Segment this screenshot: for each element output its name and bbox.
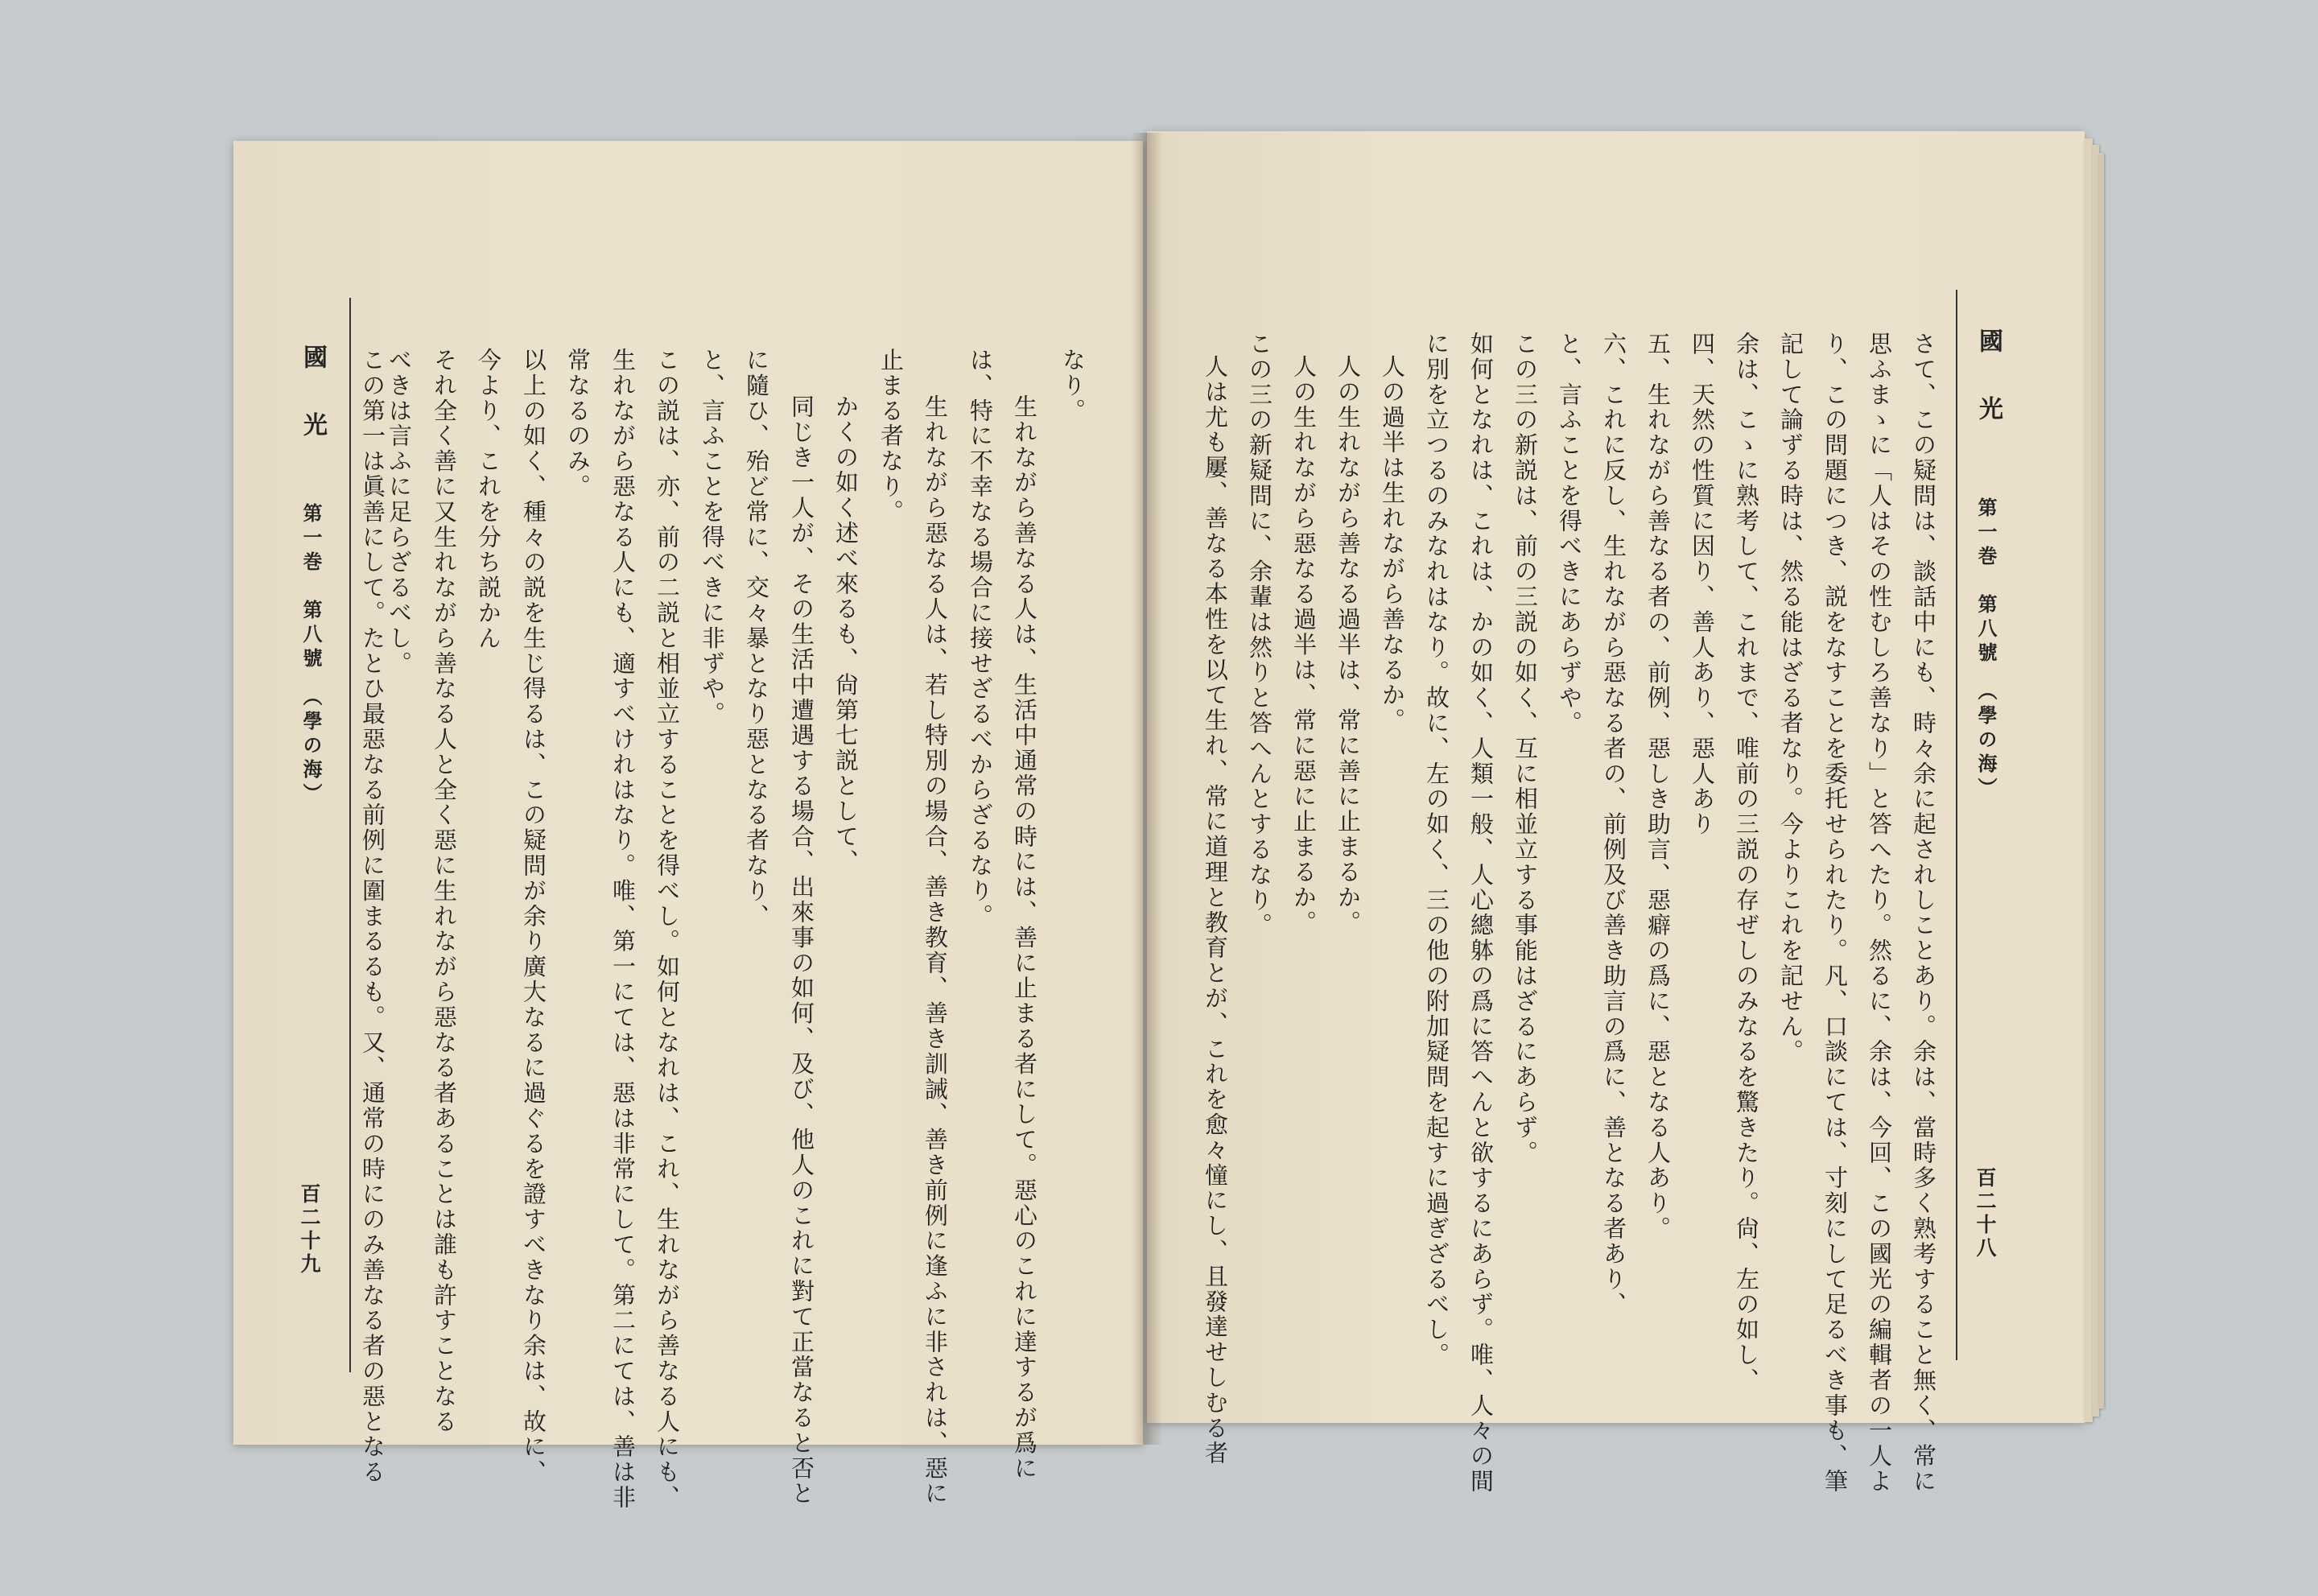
right-header-rule	[1956, 290, 1957, 1360]
text-column: 生れながら善なる人は、生活中通常の時には、善に止まる者にして。惡心のこれに達するが爲に	[1011, 394, 1038, 1482]
text-column: と、言ふことを得べきにあらずや。	[1556, 332, 1583, 736]
text-column: と、言ふことを得べきに非ずや。	[699, 348, 726, 727]
text-column: なり。	[1059, 348, 1087, 424]
right-header-volume: 第一巻 第八號 （學の海）	[1974, 497, 1998, 802]
text-column: かくの如く述べ來るも、尙第七説として、	[832, 394, 860, 875]
text-column: 六、これに反し、生れながら惡なる者の、前例及び善き助言の爲に、善となる者あり、	[1600, 332, 1627, 1318]
text-column: この三の新疑問に、余輩は然りと答へんとするなり。	[1246, 332, 1273, 938]
text-column: 今より、これを分ち説かん	[475, 348, 502, 651]
text-column: り、この問題につき、説をなすことを委托せられたり。凡、口談にては、寸刻にして足るべき事も、筆	[1821, 332, 1849, 1495]
left-header-title: 國光	[299, 344, 327, 480]
text-column: 止まる者なり。	[877, 348, 905, 525]
page-edge	[2093, 145, 2099, 1417]
text-column: 以上の如く、種々の説を生じ得るは、この疑問が余り廣大なるに過ぐるを證すべきなり余は、故に、	[520, 348, 547, 1485]
text-column: 思ふまゝに「人はその性むしろ善なり」と答へたり。然るに、余は、今回、この國光の編輯者の一人よ	[1866, 332, 1893, 1495]
text-column: 同じき一人が、その生活中遭遇する場合、出來事の如何、及び、他人のこれに對て正當なると否と	[788, 394, 815, 1507]
text-column: この三の新説は、前の三説の如く、互に相並立する事能はざるにあらず。	[1512, 332, 1539, 1166]
text-column: 常なるのみ。	[564, 348, 592, 500]
left-page-number: 百二十九	[298, 1183, 321, 1276]
left-header-volume: 第一巻 第八號 （學の海）	[299, 503, 323, 807]
text-column: 四、天然の性質に因り、善人あり、惡人あり	[1689, 332, 1716, 837]
text-column: さて、この疑問は、談話中にも、時々余に起されしことあり。余は、當時多く熟考すること無く、常に	[1910, 332, 1937, 1495]
right-page-number: 百二十八	[1974, 1167, 1997, 1260]
text-column: 人の生れながら善なる過半は、常に善に止まるか。	[1334, 354, 1362, 936]
text-column: 生れながら惡なる人は、若し特別の場合、善き教育、善き訓誡、善き前例に逢ふに非されは、惡に	[922, 394, 949, 1507]
text-column: 人の過半は生れながら善なるか。	[1379, 354, 1406, 733]
text-column: この第一は眞善にして。たとひ最惡なる前例に圍まるるも。又、通常の時にのみ善なる者の惡となる	[359, 348, 386, 1485]
text-column: 余は、こゝに熟考して、これまで、唯前の三説の存ぜしのみなるを驚きたり。尙、左の如し、	[1733, 332, 1760, 1393]
page-edge	[2099, 153, 2104, 1408]
left-header-rule	[349, 298, 351, 1372]
right-header-title: 國光	[1974, 328, 2002, 464]
page-edge	[2085, 138, 2093, 1422]
text-column: べきは言ふに足らざるべし。	[386, 348, 413, 677]
text-column: に隨ひ、殆ど常に、交々暴となり惡となる者なり、	[743, 348, 770, 930]
book-gutter	[1131, 133, 1163, 1445]
text-column: 記して論ずる時は、然る能はざる者なり。今よりこれを記せん。	[1777, 332, 1804, 1065]
text-column: 如何となれは、これは、かの如く、人類一般、人心總躰の爲に答へんと欲するにあらず。唯、人々の間	[1467, 332, 1495, 1495]
text-column: は、特に不幸なる場合に接せざるべからざるなり。	[967, 348, 994, 930]
text-column: 人の生れながら惡なる過半は、常に惡に止まるか。	[1290, 354, 1318, 936]
text-column: に別を立つるのみなれはなり。故に、左の如く、三の他の附加疑問を起すに過ぎざるべし。	[1423, 332, 1450, 1368]
text-column: 人は尤も屢、善なる本性を以て生れ、常に道理と教育とが、これを愈々憧にし、且發達せしむる者	[1202, 354, 1229, 1466]
text-column: 五、生れながら善なる者の、前例、惡しき助言、惡癖の爲に、惡となる人あり。	[1644, 332, 1672, 1242]
text-column: 生れながら惡なる人にも、適すべけれはなり。唯、第一にては、惡は非常にして。第二にては、善は非	[609, 348, 637, 1511]
text-column: それ全く善に又生れながら善なる人と全く惡に生れながら惡なる者あることは誰も許すことなる	[431, 348, 458, 1435]
text-column: この説は、亦、前の二説と相並立することを得べし。如何となれは、これ、生れながら善なる人にも、	[654, 348, 681, 1511]
